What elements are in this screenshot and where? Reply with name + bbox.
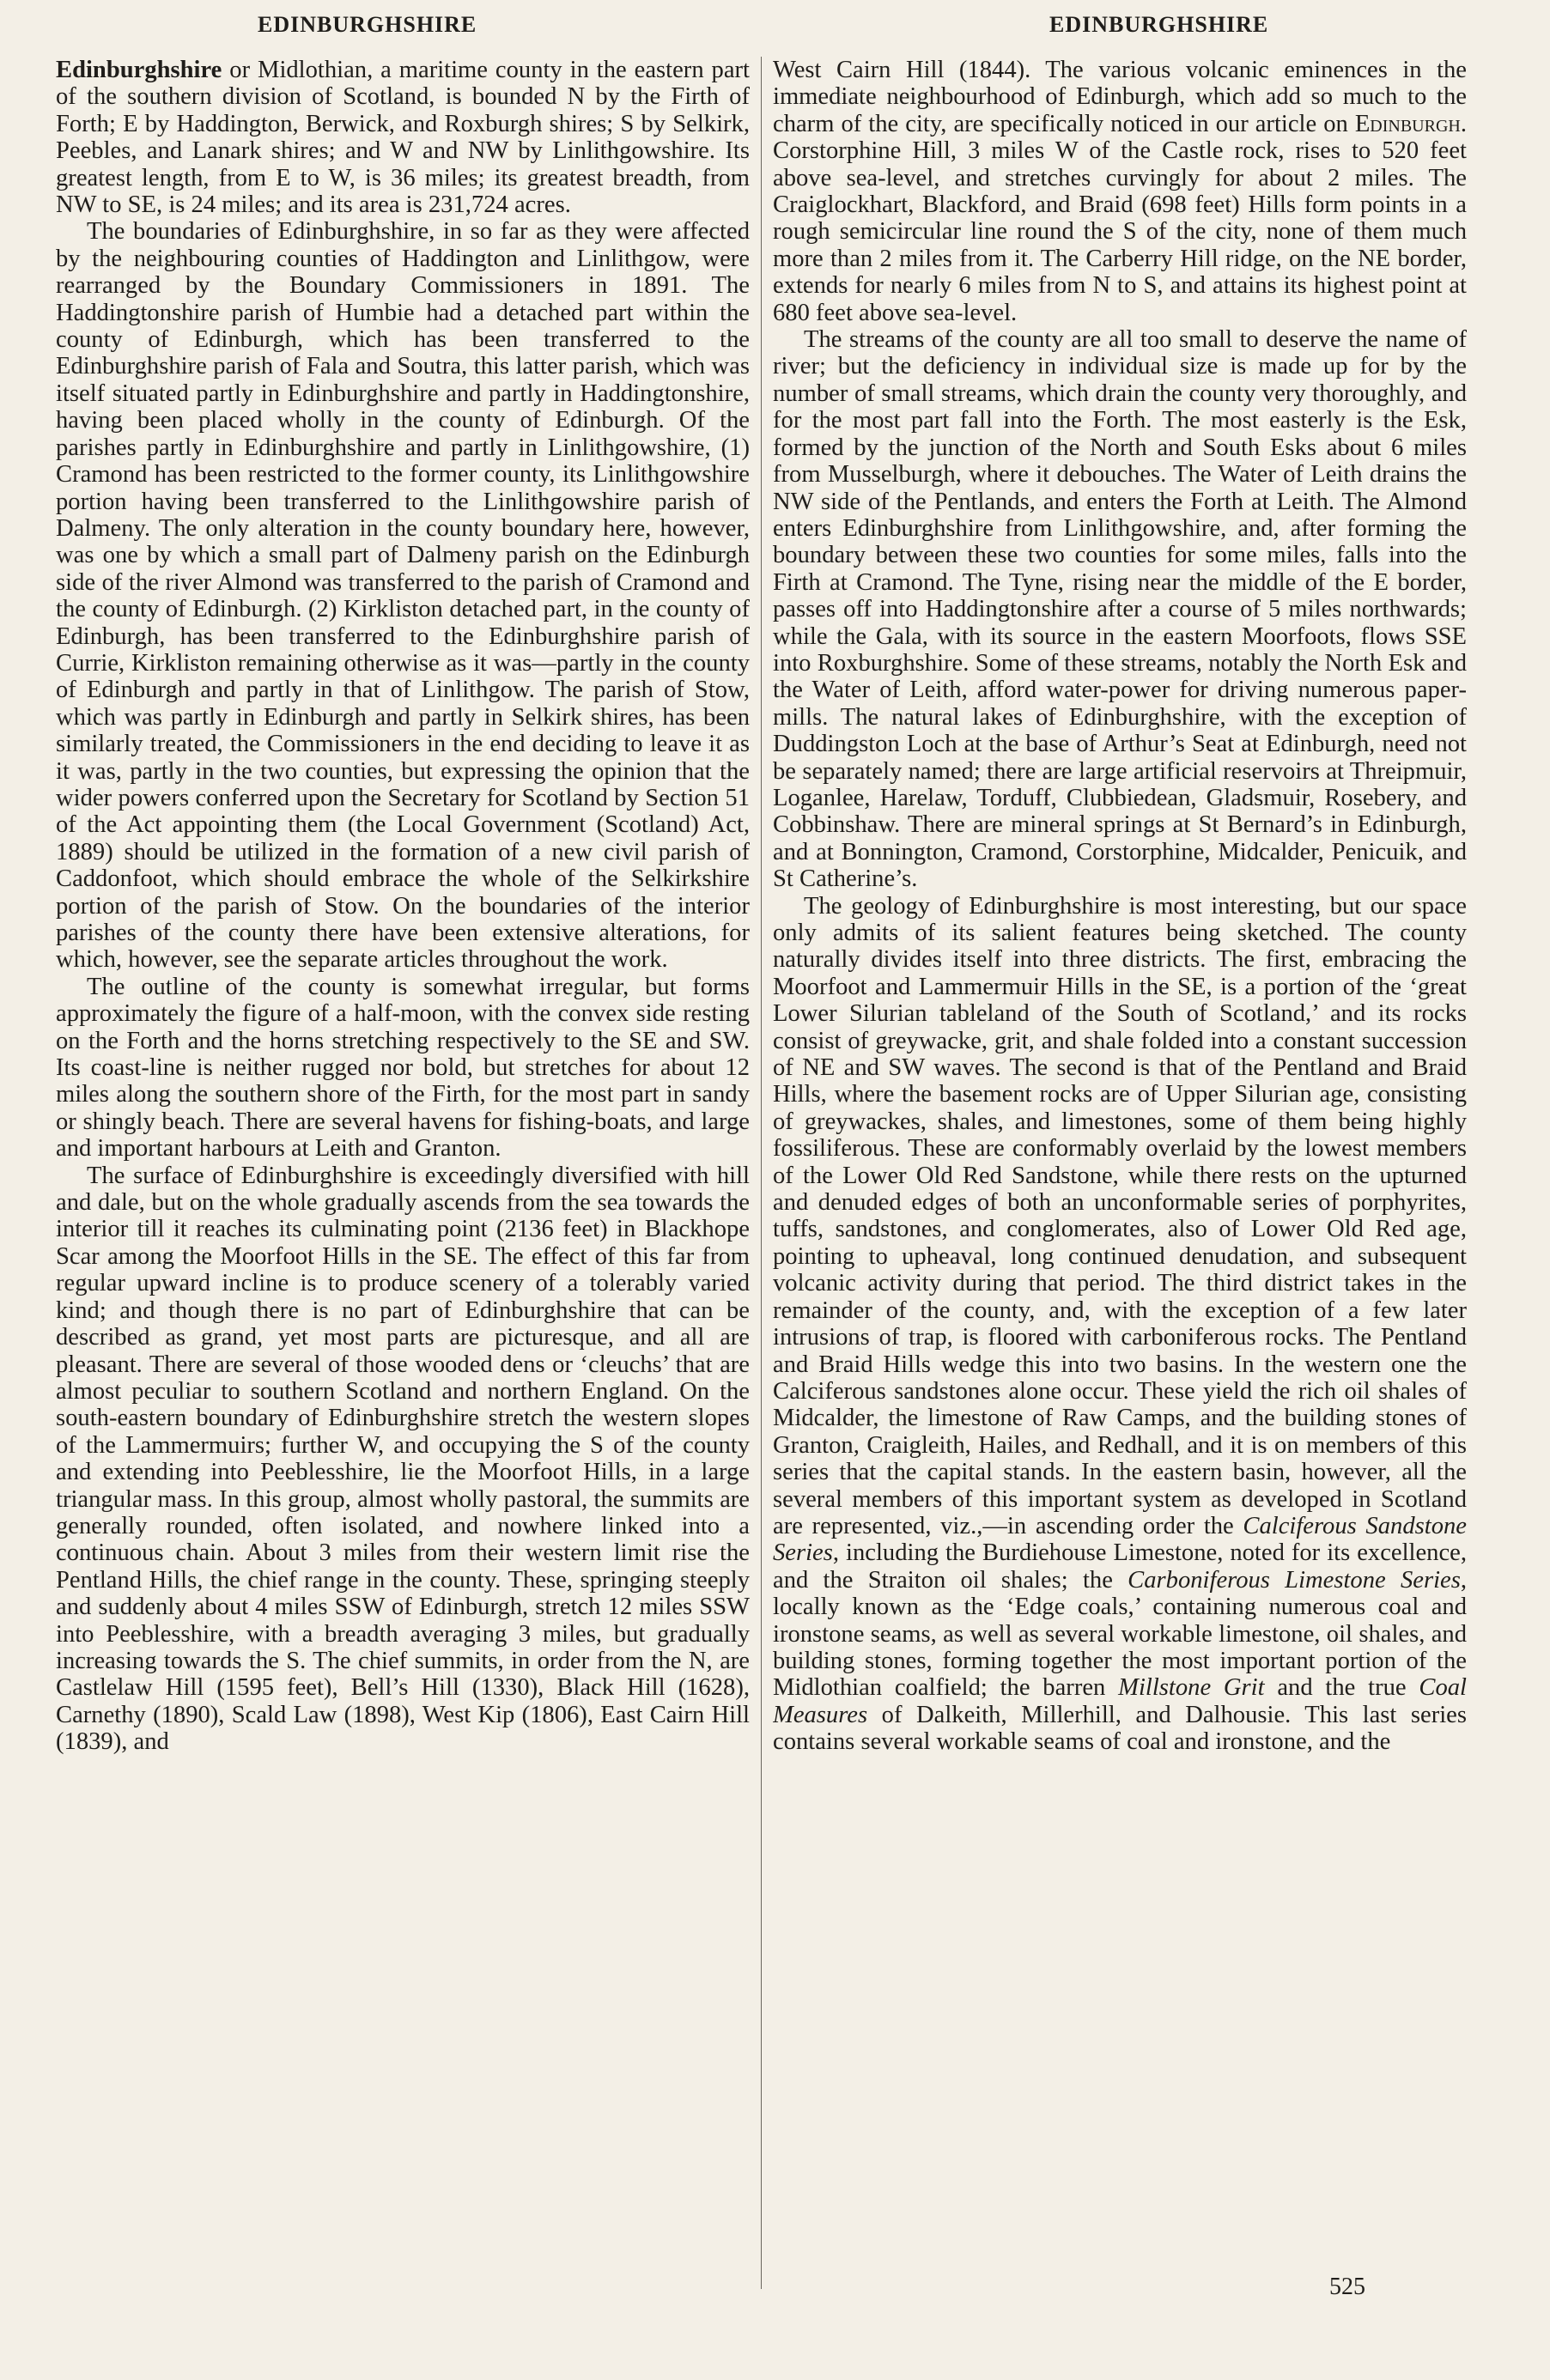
paragraph-hills-continued [773, 57, 1467, 326]
hills-text-a: West Cairn Hill (1844). The various volcanic eminences in the immediate neighbourhood of Edinburgh, which add so much to the charm of the city, are specifically noticed in our article on [773, 57, 1467, 137]
hills-text-b: . Corstorphine Hill, 3 miles W of the Castle rock, rises to 520 feet above sea-level, and stretches curvingly for about 2 miles. The Craiglockhart, Blackford, and Braid (698 feet) Hills form points in a rough semicircular line round the S of the city, none of them much more than 2 miles from it. The Carberry Hill ridge, on the NE border, extends for nearly 6 miles from N to S, and attains its highest point at 680 feet above sea-level. [773, 110, 1467, 326]
geology-text-e: of Dalkeith, Millerhill, and Dalhousie. This last series contains several workable seams of coal and ironstone, and the [773, 1701, 1467, 1756]
paragraph-outline: The outline of the county is somewhat irregular, but forms approximately the figure of a half-moon, with the convex side resting on the Forth and the horns stretching respectively to the SE and SW. Its coast-line is neither rugged nor bold, but stretches for about 12 miles along the southern shore of the Firth, for the most part in sandy or shingly beach. There are several havens for fishing-boats, and large and important harbours at Leith and Granton. [56, 973, 750, 1163]
column-rule [761, 57, 762, 2289]
geology-text-c: , locally known as the ‘Edge coals,’ containing numerous coal and ironstone seams, as well as several workable limestone, oil shales, and building stones, forming together the most important portion of the Midlothian coalfield; the barren [773, 1566, 1467, 1702]
series-name-calciferous: Calciferous Sandstone Series [773, 1512, 1467, 1567]
cross-reference-edinburgh: Edinburgh [1354, 110, 1461, 137]
entry-headword: Edinburghshire [56, 57, 222, 83]
page-number: 525 [1329, 2274, 1365, 2300]
right-column [773, 57, 1467, 2306]
paragraph-intro [56, 57, 750, 218]
intro-text: or Midlothian, a maritime county in the eastern part of the southern division of Scotland, is bounded N by the Firth of Forth; E by Haddington, Berwick, and Roxburgh shires; S by Selkirk, Peebles, and Lanark shires; and W and NW by Linlithgowshire. Its greatest length, from E to W, is 36 miles; its greatest breadth, from NW to SE, is 24 miles; and its area is 231,724 acres. [56, 57, 750, 219]
running-head-right: EDINBURGHSHIRE [1049, 12, 1269, 37]
series-name-coal-measures: Coal Measures [773, 1674, 1467, 1728]
geology-text-b: , including the Burdiehouse Limestone, noted for its excellence, and the Straiton oil shales; the [773, 1539, 1467, 1594]
paragraph-geology [773, 893, 1467, 1756]
series-name-limestone: Carboniferous Limestone Series [1128, 1566, 1461, 1594]
running-head-left: EDINBURGHSHIRE [258, 12, 477, 37]
geology-text-d: and the true [1277, 1674, 1407, 1702]
left-column [56, 57, 750, 2306]
paragraph-surface: The surface of Edinburghshire is exceedingly diversified with hill and dale, but on the whole gradually ascends from the sea towards the interior till it reaches its culminating point (2136 feet) in Blackhope Scar among the Moorfoot Hills in the SE. The effect of this far from regular upward incline is to produce scenery of a tolerably varied kind; and though there is no part of Edinburghshire that can be described as grand, yet most parts are picturesque, and all are pleasant. There are several of those wooded dens or ‘cleuchs’ that are almost peculiar to southern Scotland and northern England. On the south-eastern boundary of Edinburghshire stretch the western slopes of the Lammermuirs; further W, and occupying the S of the county and extending into Peeblesshire, lie the Moorfoot Hills, in a large triangular mass. In this group, almost wholly pastoral, the summits are generally rounded, often isolated, and nowhere linked into a continuous chain. About 3 miles from their western limit rise the Pentland Hills, the chief range in the county. These, springing steeply and suddenly about 4 miles SSW of Edinburgh, stretch 12 miles SSW into Peeblesshire, with a breadth averaging 3 miles, but gradually increasing towards the S. The chief summits, in order from the N, are Castlelaw Hill (1595 feet), Bell’s Hill (1330), Black Hill (1628), Carnethy (1890), Scald Law (1898), West Kip (1806), East Cairn Hill (1839), and [56, 1162, 750, 1756]
series-name-millstone: Millstone Grit [1118, 1674, 1265, 1702]
geology-text-a: The geology of Edinburghshire is most interesting, but our space only admits of its salient features being sketched. The county naturally divides itself into three districts. The first, embracing the Moorfoot and Lammermuir Hills in the SE, is a portion of the ‘great Lower Silurian tableland of the South of Scotland,’ and its rocks consist of greywacke, grit, and shale folded into a constant succession of NE and SW waves. The second is that of the Pentland and Braid Hills, where the basement rocks are of Upper Silurian age, consisting of greywackes, shales, and limestones, some of them being highly fossiliferous. These are conformably overlaid by the lowest members of the Lower Old Red Sandstone, while there rests on the upturned and denuded edges of both an unconformable series of porphyrites, tuffs, sandstones, and conglomerates, also of Lower Old Red age, pointing to upheaval, long continued denudation, and subsequent volcanic activity during that period. The third district takes in the remainder of the county, and, with the exception of a few later intrusions of trap, is floored with carboniferous rocks. The Pentland and Braid Hills wedge this into two basins. In the western one the Calciferous sandstones alone occur. These yield the rich oil shales of Midcalder, the limestone of Raw Camps, and the building stones of Granton, Craigleith, Hailes, and Redhall, and it is on members of this series that the capital stands. In the eastern basin, however, all the several members of this important system as developed in Scotland are represented, viz.,—in ascending order the [773, 892, 1467, 1539]
paragraph-boundaries: The boundaries of Edinburghshire, in so far as they were affected by the neighbouring counties of Haddington and Linlithgow, were rearranged by the Boundary Commissioners in 1891. The Haddingtonshire parish of Humbie had a detached part within the county of Edinburgh, which has been transferred to the Edinburghshire parish of Fala and Soutra, this latter parish, which was itself situated partly in Edinburghshire and partly in Haddingtonshire, having been placed wholly in the county of Edinburgh. Of the parishes partly in Edinburghshire and partly in Linlithgowshire, (1) Cramond has been restricted to the former county, its Linlithgowshire portion having been transferred to the Linlithgowshire parish of Dalmeny. The only alteration in the county boundary here, however, was one by which a small part of Dalmeny parish on the Edinburgh side of the river Almond was transferred to the parish of Cramond and the county of Edinburgh. (2) Kirkliston detached part, in the county of Edinburgh, has been transferred to the Edinburghshire parish of Currie, Kirkliston remaining otherwise as it was—partly in the county of Edinburgh and partly in that of Linlithgow. The parish of Stow, which was partly in Edinburgh and partly in Selkirk shires, has been similarly treated, the Commissioners in the end deciding to leave it as it was, partly in the two counties, but expressing the opinion that the wider powers conferred upon the Secretary for Scotland by Section 51 of the Act appointing them (the Local Government (Scotland) Act, 1889) should be utilized in the formation of a new civil parish of Caddonfoot, which should embrace the whole of the Selkirkshire portion of the parish of Stow. On the boundaries of the interior parishes of the county there have been extensive alterations, for which, however, see the separate articles throughout the work. [56, 218, 750, 974]
paragraph-streams: The streams of the county are all too small to deserve the name of river; but the deficiency in individual size is made up for by the number of small streams, which drain the county very thoroughly, and for the most part fall into the Forth. The most easterly is the Esk, formed by the junction of the North and South Esks about 6 miles from Musselburgh, where it debouches. The Water of Leith drains the NW side of the Pentlands, and enters the Forth at Leith. The Almond enters Edinburghshire from Linlithgowshire, and, after forming the boundary between these two counties for some miles, falls into the Firth at Cramond. The Tyne, rising near the middle of the E border, passes off into Haddingtonshire after a course of 5 miles northwards; while the Gala, with its source in the eastern Moorfoots, flows SSE into Roxburghshire. Some of these streams, notably the North Esk and the Water of Leith, afford water-power for driving numerous paper-mills. The natural lakes of Edinburghshire, with the exception of Duddingston Loch at the base of Arthur’s Seat at Edinburgh, need not be separately named; there are large artificial reservoirs at Threipmuir, Loganlee, Harelaw, Torduff, Clubbiedean, Gladsmuir, Rosebery, and Cobbinshaw. There are mineral springs at St Bernard’s in Edinburgh, and at Bonnington, Cramond, Corstorphine, Midcalder, Penicuik, and St Catherine’s. [773, 326, 1467, 893]
